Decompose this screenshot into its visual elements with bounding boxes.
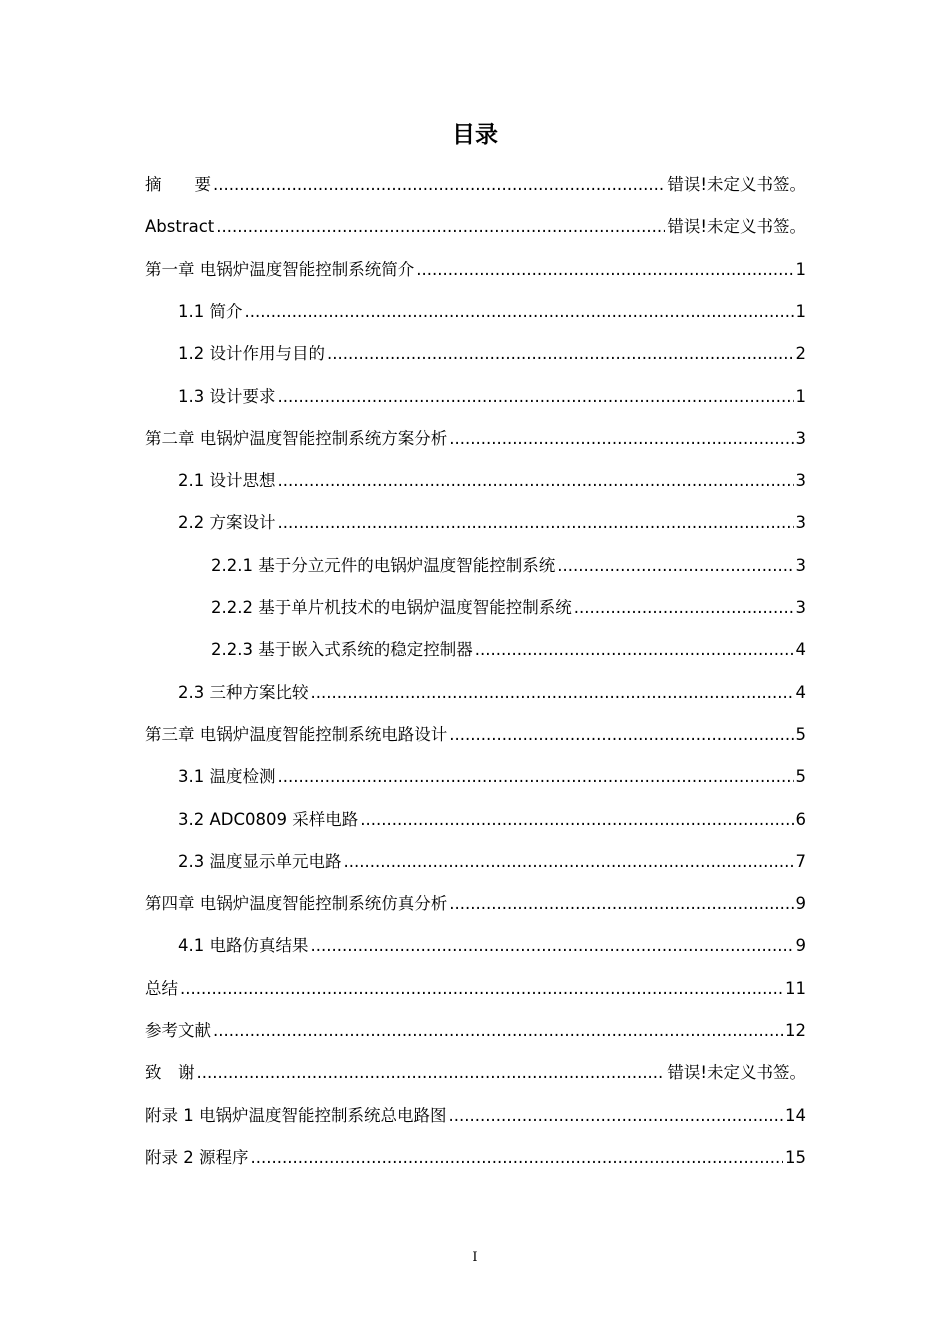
toc-entry[interactable] [178,932,806,960]
toc-leader-dots [245,298,794,326]
toc-leader-dots [311,679,794,707]
toc-leader-dots [180,975,783,1003]
toc-entry[interactable] [145,256,806,284]
toc-entry-page: 9 [795,936,806,956]
toc-entry[interactable] [211,594,806,622]
toc-entry-page: 4 [795,682,806,702]
toc-entry-page: 错误!未定义书签。 [667,175,806,194]
toc-entry-label: 2.2.2 基于单片机技术的电锅炉温度智能控制系统 [211,598,572,617]
toc-entry-label: 2.2.3 基于嵌入式系统的稳定控制器 [211,640,473,660]
toc-entry[interactable] [145,1059,806,1087]
toc-entry-page: 1 [795,386,806,406]
toc-entry-page: 14 [785,1105,806,1125]
toc-entry-page: 错误!未定义书签。 [667,1063,806,1083]
toc-entry-label: 第一章 电锅炉温度智能控制系统简介 [145,259,415,279]
toc-entry[interactable] [178,679,806,707]
toc-entry[interactable] [145,721,806,749]
toc-entry-page: 15 [785,1147,806,1167]
toc-entry[interactable] [145,975,806,1003]
toc-leader-dots [449,890,793,918]
toc-entry-page: 错误!未定义书签。 [667,217,806,237]
toc-leader-dots [449,1102,784,1130]
toc-entry[interactable] [178,383,806,411]
toc-entry-label: Abstract [145,217,215,237]
page-number: I [472,1250,478,1265]
toc-leader-dots [574,594,794,622]
toc-entry-label: 2.3 温度显示单元电路 [178,851,342,871]
toc-leader-dots [416,256,793,284]
toc-leader-dots [360,806,793,834]
toc-leader-dots [213,1017,783,1045]
toc-leader-dots [449,721,793,749]
toc-entry-label: 第四章 电锅炉温度智能控制系统仿真分析 [145,894,448,914]
toc-leader-dots [278,383,794,411]
toc-leader-dots [449,425,793,453]
toc-entry-page: 9 [795,894,806,914]
toc-entry-label: 参考文献 [145,1021,211,1040]
toc-entry-label: 总结 [145,978,178,998]
toc-entry-label: 2.1 设计思想 [178,471,276,491]
toc-entry-label: 致 谢 [145,1063,195,1083]
toc-entry-label: 2.2.1 基于分立元件的电锅炉温度智能控制系统 [211,555,556,575]
toc-entry-page: 5 [795,767,806,787]
toc-entry[interactable] [145,1017,806,1045]
toc-entry-label: 1.1 简介 [178,301,243,321]
toc-entry-page: 1 [795,301,806,321]
toc-entry[interactable] [145,1144,806,1172]
toc-leader-dots [327,340,794,368]
toc-entry[interactable] [178,298,806,326]
toc-entry-page: 1 [795,259,806,279]
toc-entry-page: 2 [795,344,806,364]
toc-leader-dots [197,1059,666,1087]
toc-entry-page: 3 [795,598,806,617]
toc-leader-dots [213,171,665,199]
toc-entry[interactable] [178,340,806,368]
toc-entry-page: 3 [795,513,806,533]
toc-entry-label: 3.1 温度检测 [178,767,276,787]
toc-entry[interactable] [178,806,806,834]
toc-entry-page: 12 [785,1021,806,1040]
toc-leader-dots [311,932,794,960]
toc-leader-dots [475,636,794,664]
toc-entry-page: 4 [795,640,806,660]
toc-entry-label: 附录 1 电锅炉温度智能控制系统总电路图 [145,1105,447,1125]
toc-entry-label: 3.2 ADC0809 采样电路 [178,809,359,829]
toc-entry-page: 5 [795,724,806,744]
toc-leader-dots [278,509,794,537]
toc-entry[interactable] [145,171,806,199]
toc-entry[interactable] [145,890,806,918]
toc-leader-dots [278,467,794,495]
toc-entry[interactable] [178,467,806,495]
toc-leader-dots [557,552,793,580]
toc-entry-label: 1.2 设计作用与目的 [178,344,325,364]
toc-entry[interactable] [178,848,806,876]
toc-entry-page: 3 [795,555,806,575]
toc-entry[interactable] [211,552,806,580]
toc-entry-page: 6 [795,809,806,829]
toc-entry-page: 3 [795,428,806,448]
toc-entry[interactable] [211,636,806,664]
toc-entry[interactable] [178,509,806,537]
toc-entry-page: 7 [795,851,806,871]
toc-entry[interactable] [145,213,806,241]
page-title: 目录 [452,122,498,148]
toc-entry-label: 2.3 三种方案比较 [178,682,309,702]
toc-entry-label: 第二章 电锅炉温度智能控制系统方案分析 [145,428,448,448]
toc-entry[interactable] [145,425,806,453]
toc-entry-page: 11 [785,978,806,998]
toc-entry[interactable] [145,1102,806,1130]
toc-entry-label: 第三章 电锅炉温度智能控制系统电路设计 [145,724,448,744]
toc-leader-dots [251,1144,784,1172]
toc-entry-page: 3 [795,471,806,491]
toc-entry-label: 附录 2 源程序 [145,1147,249,1167]
toc-entry-label: 2.2 方案设计 [178,513,276,533]
toc-entry[interactable] [178,763,806,791]
toc-entry-label: 1.3 设计要求 [178,386,276,406]
toc-leader-dots [344,848,794,876]
toc-entry-label: 4.1 电路仿真结果 [178,936,309,956]
toc-leader-dots [216,213,665,241]
toc-entry-label: 摘 要 [145,175,211,194]
toc-leader-dots [278,763,794,791]
